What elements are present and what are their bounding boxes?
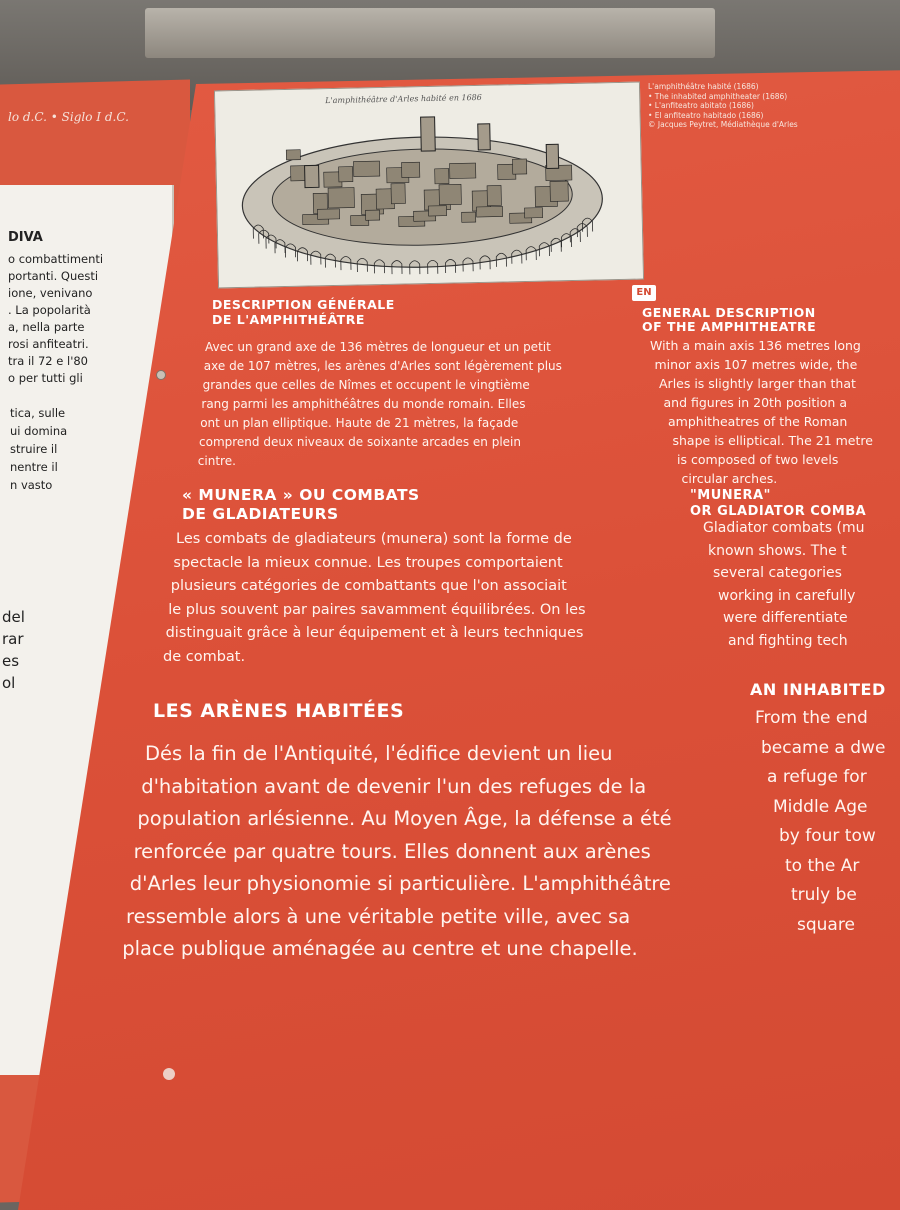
house-mark bbox=[450, 163, 476, 179]
fr-paragraph-line: spectacle la mieux connue. Les troupes comportaient bbox=[173, 554, 563, 571]
fr-paragraph-line: rang parmi les amphithéâtres du monde romain. Elles bbox=[201, 397, 526, 411]
house-mark bbox=[339, 167, 353, 182]
left-panel-line: rar bbox=[2, 630, 24, 648]
left-panel-date-strip: lo d.C. • Siglo I d.C. bbox=[8, 110, 129, 124]
fr-paragraph-line: le plus souvent par paires savamment équilibrées. On les bbox=[168, 601, 586, 618]
screw bbox=[156, 370, 166, 380]
en-paragraph-line: became a dwe bbox=[761, 737, 886, 758]
house-mark bbox=[525, 208, 543, 218]
credit-line: © Jacques Peytret, Médiathèque d'Arles bbox=[648, 120, 798, 129]
left-panel-line: tica, sulle bbox=[10, 406, 66, 420]
credit-line: • El anfiteatro habitado (1686) bbox=[648, 110, 764, 120]
en-paragraph-line: From the end bbox=[755, 708, 868, 728]
en-paragraph-line: by four tow bbox=[779, 826, 876, 846]
left-panel-line: a, nella parte bbox=[8, 320, 85, 334]
en-paragraph-line: were differentiate bbox=[723, 610, 848, 626]
house-mark bbox=[487, 185, 501, 205]
left-panel-title: DIVA bbox=[8, 230, 43, 245]
left-panel-line: struire il bbox=[10, 442, 58, 456]
en-section1-title: GENERAL DESCRIPTION OF THE AMPHITHEATRE bbox=[642, 305, 817, 334]
fr-section2-title: « MUNERA » OU COMBATS DE GLADIATEURS bbox=[182, 486, 420, 523]
left-panel-line: portanti. Questi bbox=[8, 269, 99, 283]
engraving-caption: L'amphithéâtre d'Arles habité en 1686 bbox=[325, 92, 482, 106]
house-mark bbox=[435, 169, 449, 184]
en-paragraph-line: truly be bbox=[791, 885, 857, 905]
image-credit bbox=[648, 82, 798, 130]
fr-paragraph-line: grandes que celles de Nîmes et occupent le vingtième bbox=[202, 378, 530, 392]
fr-paragraph-line: Avec un grand axe de 136 mètres de longueur et un petit bbox=[205, 340, 551, 354]
en-paragraph-line: shape is elliptical. The 21 metre bbox=[672, 433, 873, 448]
house-mark bbox=[550, 181, 568, 201]
left-panel-line: o combattimenti bbox=[8, 252, 104, 266]
credit-line: • The inhabited amphitheater (1686) bbox=[648, 91, 788, 101]
en-paragraph-line: amphitheatres of the Roman bbox=[668, 414, 848, 429]
en-paragraph-line: and fighting tech bbox=[728, 632, 848, 649]
left-panel-line: nentre il bbox=[10, 460, 58, 474]
stain-mark bbox=[163, 1068, 175, 1080]
house-mark bbox=[317, 209, 339, 219]
fr-paragraph-line: axe de 107 mètres, les arènes d'Arles sont légèrement plus bbox=[203, 359, 562, 373]
en-paragraph-line: Gladiator combats (mu bbox=[703, 520, 865, 536]
en-paragraph-line: to the Ar bbox=[785, 855, 860, 876]
left-panel-line: o per tutti gli bbox=[8, 371, 83, 385]
en-paragraph-line: known shows. The t bbox=[708, 542, 847, 559]
en-paragraph-line: several categories bbox=[713, 565, 842, 581]
fr-section1-title: DESCRIPTION GÉNÉRALE DE L'AMPHITHÉÂTRE bbox=[212, 297, 395, 327]
en-paragraph-line: Middle Age bbox=[773, 796, 868, 817]
en-paragraph-line: is composed of two levels bbox=[677, 452, 839, 467]
fr-paragraph-line: plusieurs catégories de combattants que l'on associait bbox=[170, 578, 567, 594]
en-paragraph-line: Arles is slightly larger than that bbox=[659, 376, 856, 391]
house-mark bbox=[428, 206, 446, 216]
left-panel-line: ol bbox=[2, 674, 16, 692]
fr-paragraph-line: de combat. bbox=[163, 648, 246, 665]
en-section3-title: AN INHABITED bbox=[750, 680, 886, 699]
en-paragraph-line: With a main axis 136 metres long bbox=[650, 338, 861, 353]
en-paragraph-line: working in carefully bbox=[718, 587, 856, 604]
engraving-illustration bbox=[215, 83, 643, 288]
fr-paragraph-line: place publique aménagée au centre et une chapelle. bbox=[122, 937, 638, 960]
house-mark bbox=[366, 210, 380, 220]
fr-paragraph-line: renforcée par quatre tours. Elles donnent aux arènes bbox=[133, 839, 651, 863]
language-badge-en: EN bbox=[632, 285, 656, 301]
house-mark bbox=[476, 206, 502, 217]
credit-line: • L'anfiteatro abitato (1686) bbox=[648, 101, 754, 110]
en-paragraph-line: square bbox=[797, 914, 855, 935]
en-paragraph-line: circular arches. bbox=[681, 471, 778, 486]
left-panel-line: ui domina bbox=[10, 424, 68, 438]
left-panel-line: n vasto bbox=[10, 478, 53, 492]
house-mark bbox=[439, 184, 461, 204]
fr-paragraph-line: ressemble alors à une véritable petite ville, avec sa bbox=[126, 904, 631, 928]
fr-paragraph-line: d'Arles leur physionomie si particulière. L'amphithéâtre bbox=[129, 872, 671, 895]
fr-paragraph-line: d'habitation avant de devenir l'un des refuges de la bbox=[141, 774, 647, 798]
house-mark bbox=[328, 188, 354, 209]
house-mark bbox=[402, 162, 420, 177]
left-panel-line: tra il 72 e l'80 bbox=[8, 354, 88, 368]
left-panel-line: del bbox=[2, 608, 25, 626]
left-panel-line: . La popolarità bbox=[8, 303, 91, 317]
fr-section3-title: LES ARÈNES HABITÉES bbox=[153, 700, 405, 722]
amphitheatre-engraving bbox=[214, 82, 644, 289]
fr-paragraph-line: Dés la fin de l'Antiquité, l'édifice devient un lieu bbox=[145, 742, 613, 765]
en-paragraph-line: a refuge for bbox=[767, 767, 867, 787]
left-panel-line: es bbox=[2, 652, 20, 670]
fr-paragraph-line: ont un plan elliptique. Haute de 21 mètres, la façade bbox=[200, 416, 519, 430]
fr-paragraph-line: population arlésienne. Au Moyen Âge, la défense a été bbox=[137, 807, 672, 830]
credit-line: L'amphithéâtre habité (1686) bbox=[648, 82, 759, 91]
house-mark bbox=[512, 159, 526, 174]
house-mark bbox=[353, 161, 379, 177]
left-panel-line: rosi anfiteatri. bbox=[8, 337, 89, 351]
left-panel-line: ione, venivano bbox=[8, 286, 93, 300]
house-mark bbox=[462, 212, 476, 222]
stone-ledge bbox=[145, 8, 715, 58]
fr-paragraph-line: distinguait grâce à leur équipement et à leurs techniques bbox=[165, 625, 584, 641]
fr-paragraph-line: cintre. bbox=[197, 454, 236, 468]
house-mark bbox=[391, 184, 405, 204]
en-paragraph-line: minor axis 107 metres wide, the bbox=[654, 357, 858, 372]
fr-paragraph-line: comprend deux niveaux de soixante arcades en plein bbox=[199, 435, 521, 449]
en-section2-title: "MUNERA" OR GLADIATOR COMBA bbox=[690, 488, 867, 519]
en-paragraph-line: and figures in 20th position a bbox=[663, 395, 847, 410]
fr-paragraph-line: Les combats de gladiateurs (munera) sont la forme de bbox=[176, 531, 572, 547]
house-mark bbox=[286, 150, 300, 160]
